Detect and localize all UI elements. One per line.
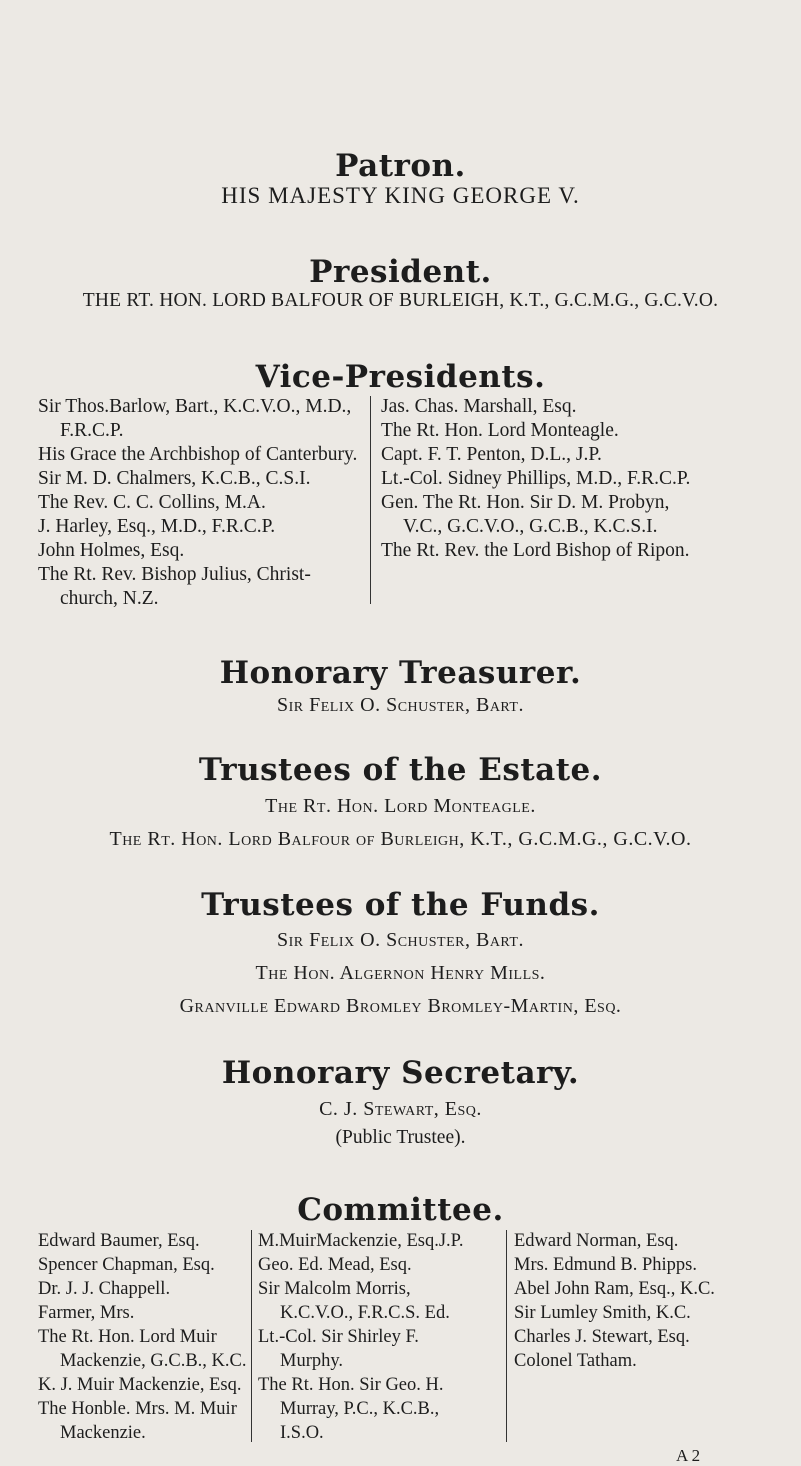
committee-member: M.MuirMackenzie, Esq.J.P. [258,1231,464,1251]
vice-president-entry: V.C., G.C.V.O., G.C.B., K.C.S.I. [403,516,658,537]
column-divider [506,1230,507,1442]
committee-member: Dr. J. J. Chappell. [38,1279,171,1299]
signature-mark: A 2 [676,1446,701,1465]
patron-heading: Patron. [335,148,466,184]
estate-trustees-heading: Trustees of the Estate. [198,752,603,788]
committee-column-2 [258,1229,503,1445]
vice-president-entry: F.R.C.P. [60,420,124,441]
president-name: THE RT. HON. LORD BALFOUR OF BURLEIGH, K.T., G.C.M.G., G.C.V.O. [82,290,719,311]
vice-presidents-left-column [38,395,363,611]
committee-member: K. J. Muir Mackenzie, Esq. [38,1375,242,1395]
vice-president-entry: The Rt. Rev. the Lord Bishop of Ripon. [381,540,690,561]
vice-presidents-heading: Vice-Presidents. [255,359,546,395]
vice-president-entry: J. Harley, Esq., M.D., F.R.C.P. [38,516,276,537]
treasurer-heading: Honorary Treasurer. [219,655,582,691]
committee-member: Murray, P.C., K.C.B., [280,1399,440,1419]
committee-member: Edward Baumer, Esq. [38,1231,200,1251]
secretary-name: C. J. Stewart, Esq. [319,1098,482,1120]
vice-president-entry: church, N.Z. [60,588,159,609]
treasurer-name: Sir Felix O. Schuster, Bart. [277,694,524,716]
committee-member: Geo. Ed. Mead, Esq. [258,1255,412,1275]
president-heading: President. [309,254,492,290]
vice-presidents-right-column [381,395,791,563]
vice-president-entry: The Rt. Hon. Lord Monteagle. [381,420,619,441]
vice-president-entry: Sir Thos.Barlow, Bart., K.C.V.O., M.D., [38,396,352,417]
column-divider [251,1230,252,1442]
vice-president-entry: Lt.-Col. Sidney Phillips, M.D., F.R.C.P. [381,468,691,489]
committee-member: Sir Malcolm Morris, [258,1279,411,1299]
committee-member: The Rt. Hon. Sir Geo. H. [258,1375,444,1395]
funds-trustees-heading: Trustees of the Funds. [201,887,600,923]
committee-member: Sir Lumley Smith, K.C. [514,1303,691,1323]
committee-member: The Honble. Mrs. M. Muir [38,1399,237,1419]
vice-president-entry: The Rev. C. C. Collins, M.A. [38,492,266,513]
patron-name: HIS MAJESTY KING GEORGE V. [221,183,580,208]
committee-member: Edward Norman, Esq. [514,1231,679,1251]
secretary-note: (Public Trustee). [335,1127,466,1148]
vice-president-entry: Gen. The Rt. Hon. Sir D. M. Probyn, [381,492,670,513]
vice-president-entry: The Rt. Rev. Bishop Julius, Christ- [38,564,311,585]
funds-trustee-line: The Hon. Algernon Henry Mills. [255,962,546,984]
committee-member: Lt.-Col. Sir Shirley F. [258,1327,419,1347]
estate-trustee-line: The Rt. Hon. Lord Monteagle. [265,795,536,817]
committee-member: Farmer, Mrs. [38,1303,135,1323]
committee-member: Mrs. Edmund B. Phipps. [514,1255,697,1275]
vice-president-entry: John Holmes, Esq. [38,540,185,561]
estate-trustee-line: The Rt. Hon. Lord Balfour of Burleigh, K.T., G.C.M.G., G.C.V.O. [109,828,692,850]
committee-member: Charles J. Stewart, Esq. [514,1327,690,1347]
committee-member: I.S.O. [280,1423,324,1443]
committee-heading: Committee. [297,1192,504,1228]
secretary-heading: Honorary Secretary. [221,1055,580,1091]
funds-trustee-line: Granville Edward Bromley Bromley-Martin, Esq. [179,995,622,1017]
vice-president-entry: Sir M. D. Chalmers, K.C.B., C.S.I. [38,468,311,489]
committee-member: Abel John Ram, Esq., K.C. [514,1279,715,1299]
committee-member: Mackenzie, G.C.B., K.C. [60,1351,247,1371]
committee-member: Mackenzie. [60,1423,146,1443]
vice-president-entry: Jas. Chas. Marshall, Esq. [381,396,577,417]
committee-column-3 [514,1229,794,1373]
funds-trustee-line: Sir Felix O. Schuster, Bart. [277,929,524,951]
committee-member: Murphy. [280,1351,344,1371]
committee-column-1 [38,1229,247,1445]
committee-member: Spencer Chapman, Esq. [38,1255,215,1275]
vice-president-entry: His Grace the Archbishop of Canterbury. [38,444,358,465]
committee-member: The Rt. Hon. Lord Muir [38,1327,217,1347]
vice-president-entry: Capt. F. T. Penton, D.L., J.P. [381,444,602,465]
committee-member: Colonel Tatham. [514,1351,637,1371]
committee-member: K.C.V.O., F.R.C.S. Ed. [280,1303,450,1323]
column-divider [370,396,371,604]
